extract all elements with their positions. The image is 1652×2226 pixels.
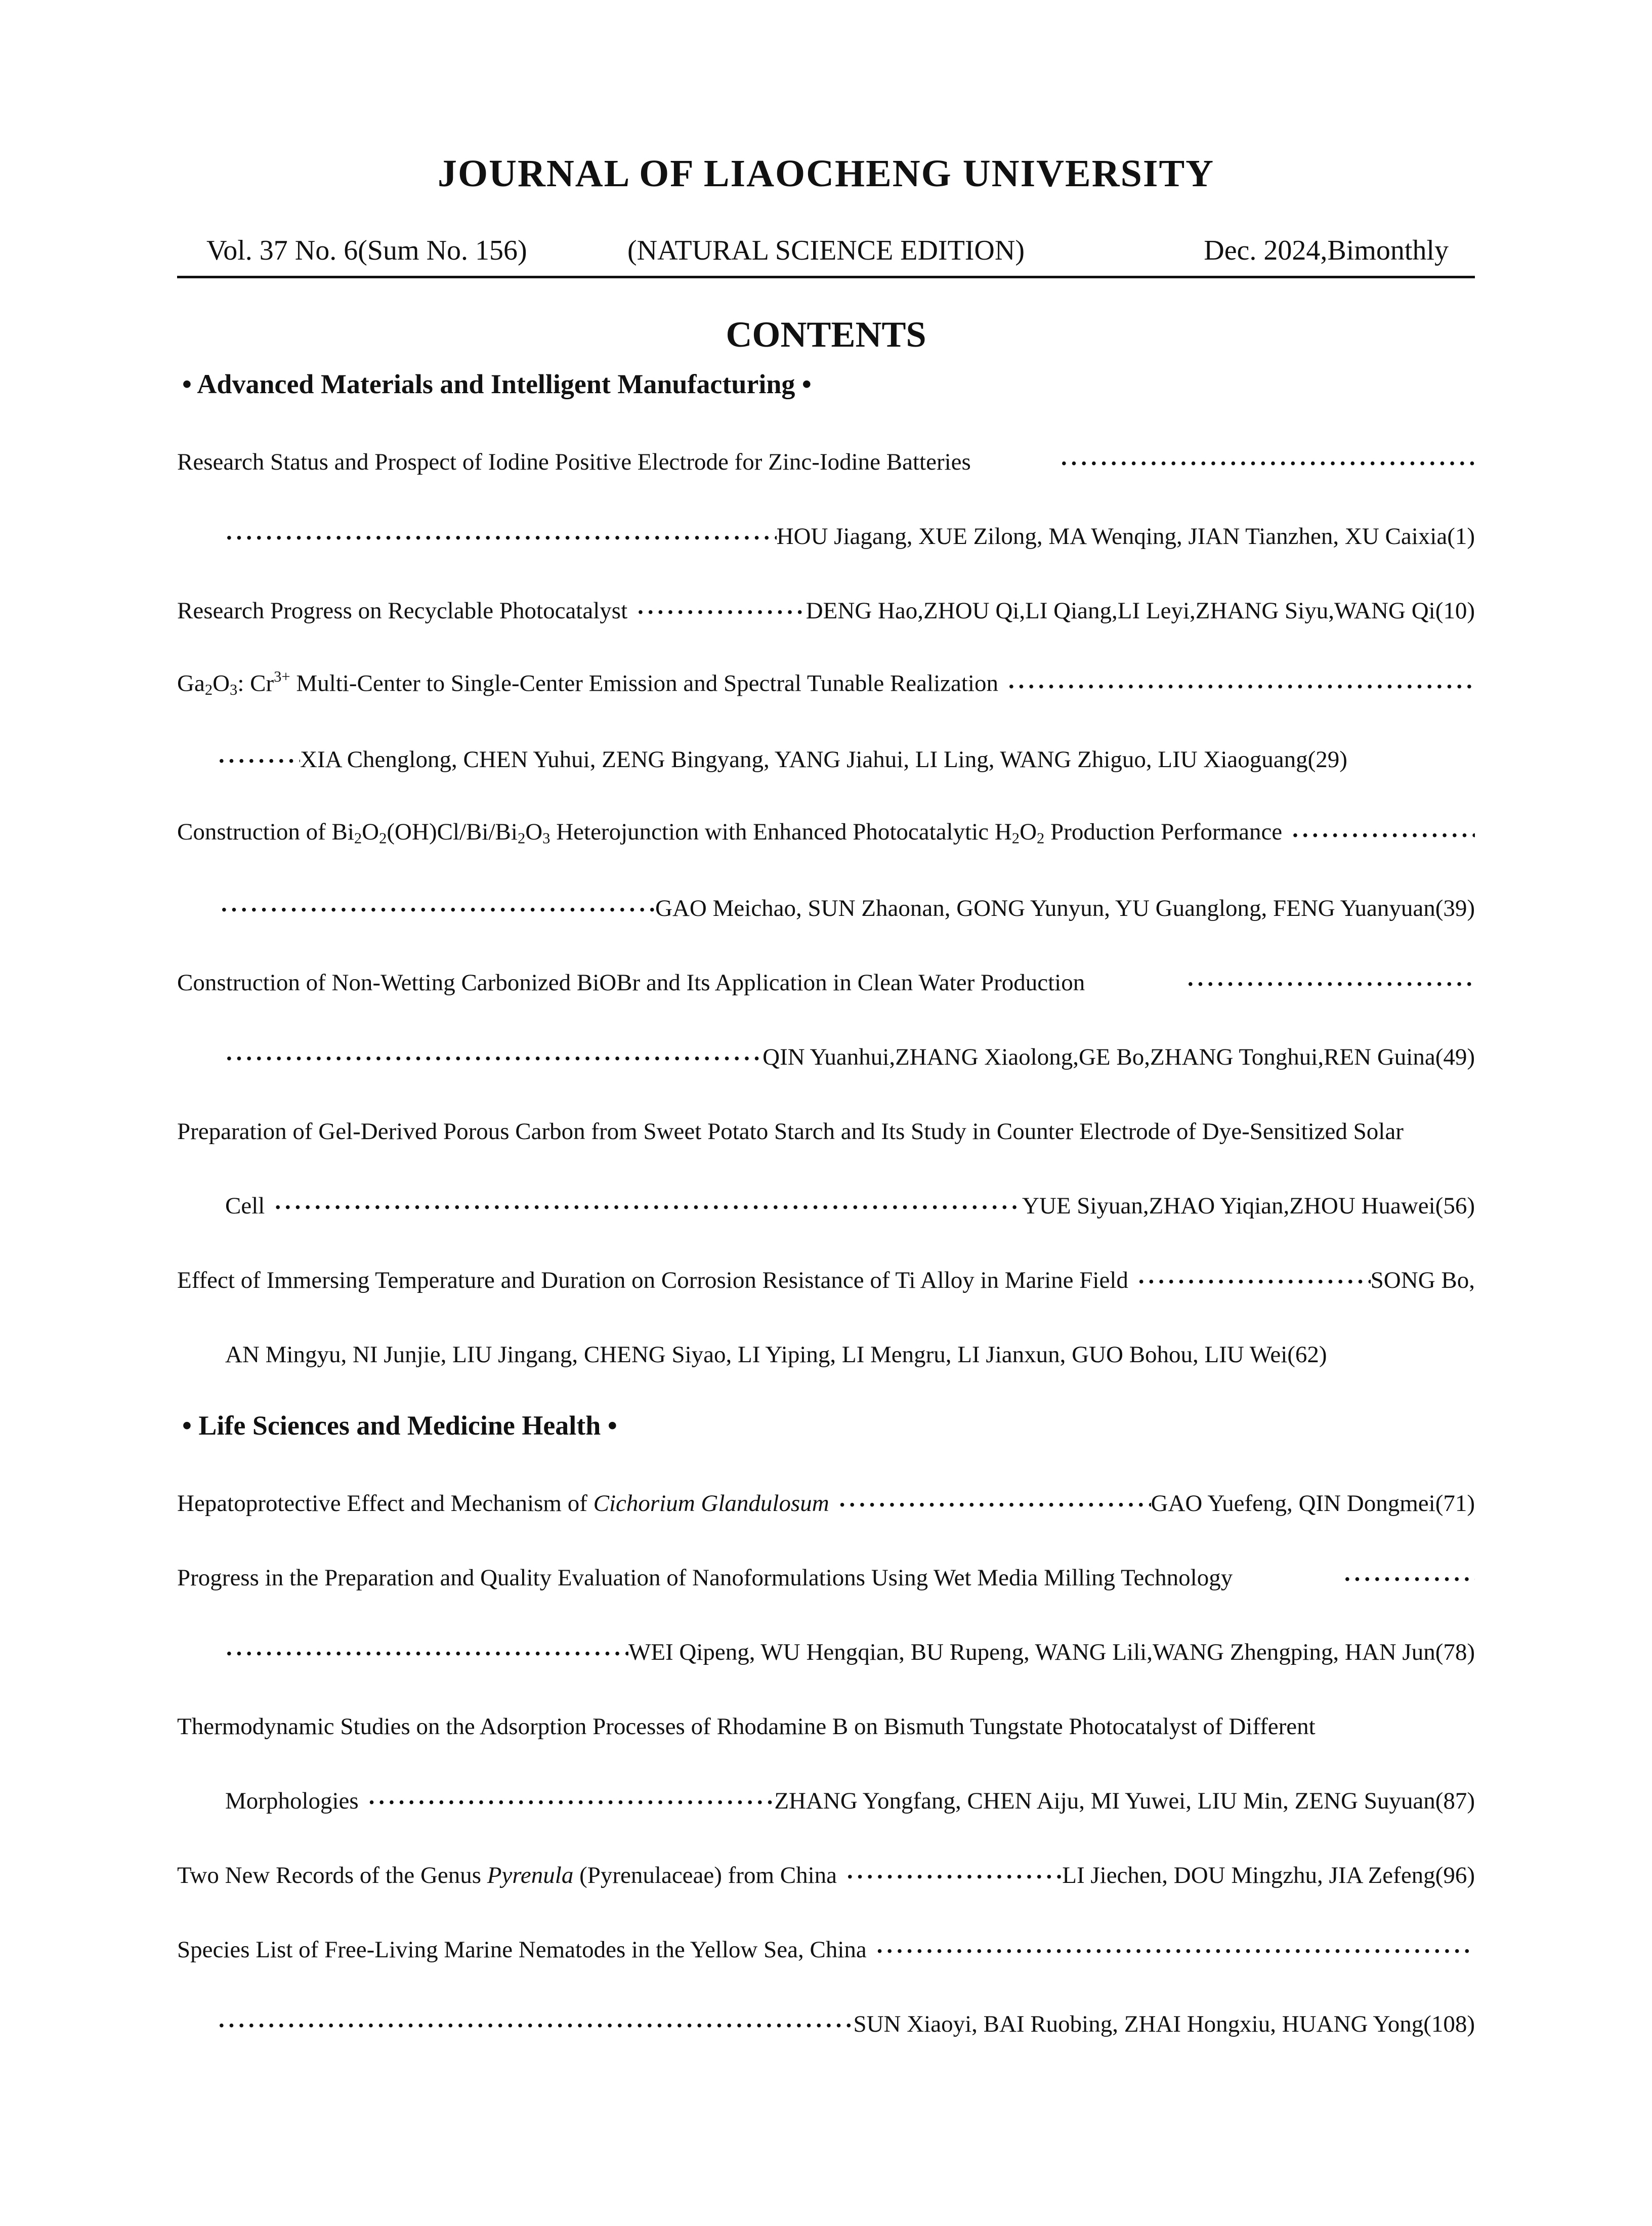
toc-entry-authors: XIA Chenglong, CHEN Yuhui, ZENG Bingyang, YANG Jiahui, LI Ling, WANG Zhiguo, LIU Xiaoguang(29) [300, 746, 1347, 773]
toc-entry-authors-line [177, 1630, 1475, 1666]
toc-entry-title-continued: Cell [225, 1193, 265, 1219]
toc-entry-title: Construction of $Bi_2O_2(OH)Cl/Bi/Bi_2O_3$ Heterojunction with Enhanced Photocatalytic $H_2O_2$ Production Performance [177, 819, 1283, 847]
volume-info: Vol. 37 No. 6(Sum No. 156) [206, 235, 527, 266]
toc-entry-authors: DENG Hao,ZHOU Qi,LI Qiang,LI Leyi,ZHANG Siyu,WANG Qi(10) [806, 598, 1475, 624]
toc-entry-title-line [177, 1705, 1475, 1740]
toc-entry-title: Thermodynamic Studies on the Adsorption Processes of Rhodamine B on Bismuth Tungstate Photocatalyst of Different [177, 1713, 1316, 1740]
leader-dots [998, 675, 1475, 699]
leader-dots [225, 1642, 628, 1666]
toc-entry-title: Species List of Free-Living Marine Nematodes in the Yellow Sea, China [177, 1937, 867, 1963]
toc-entry-line [177, 589, 1475, 624]
toc-entry-line [177, 1482, 1475, 1517]
toc-entry-authors-line [177, 1035, 1475, 1071]
edition-info: (NATURAL SCIENCE EDITION) [627, 235, 1025, 266]
leader-dots [359, 1791, 775, 1815]
toc-entry-title-line [177, 1258, 1475, 1294]
leader-dots [1177, 973, 1475, 996]
toc-entry-title-line [177, 961, 1475, 996]
leader-dots [1128, 1270, 1371, 1294]
toc-entry-title-line [177, 663, 1475, 699]
leader-dots [829, 1493, 1151, 1517]
toc-entry-authors: LI Jiechen, DOU Mingzhu, JIA Zefeng(96) [1062, 1862, 1475, 1888]
toc-entry-authors-line [177, 887, 1475, 922]
toc-entry-authors: GAO Yuefeng, QIN Dongmei(71) [1151, 1490, 1475, 1517]
toc-entry-title-line [177, 1110, 1475, 1145]
date-info: Dec. 2024,Bimonthly [1204, 235, 1449, 266]
section-heading-materials: • Advanced Materials and Intelligent Manufacturing • [182, 369, 812, 399]
toc-entry-title-line [177, 1556, 1475, 1591]
toc-entry-authors: HOU Jiagang, XUE Zilong, MA Wenqing, JIAN Tianzhen, XU Caixia(1) [776, 523, 1475, 550]
toc-entry-authors: YUE Siyuan,ZHAO Yiqian,ZHOU Huawei(56) [1022, 1193, 1475, 1219]
toc-entry-authors: WEI Qipeng, WU Hengqian, BU Rupeng, WANG Lili,WANG Zhengping, HAN Jun(78) [628, 1639, 1475, 1665]
toc-entry-authors: QIN Yuanhui,ZHANG Xiaolong,GE Bo,ZHANG Tonghui,REN Guina(49) [763, 1044, 1475, 1070]
toc-entry-authors-line [177, 738, 1475, 773]
leader-dots [225, 526, 777, 550]
toc-entry-authors: ZHANG Yongfang, CHEN Aiju, MI Yuwei, LIU Min, ZENG Suyuan(87) [774, 1788, 1475, 1814]
toc-entry-title-line [177, 1928, 1475, 1963]
toc-entry-title-line [177, 440, 1475, 476]
toc-entry-authors-line [177, 2002, 1475, 2038]
toc-entry-title: $Ga_2O_3$: $Cr^{3+}$ Multi-Center to Single-Center Emission and Spectral Tunable Realization [177, 668, 998, 698]
toc-entry-authors-line [177, 515, 1475, 550]
leader-dots [1282, 824, 1475, 848]
toc-entry-authors: AN Mingyu, NI Junjie, LIU Jingang, CHENG Siyao, LI Yiping, LI Mengru, LI Jianxun, GUO Bohou, LIU Wei(62) [225, 1341, 1327, 1368]
leader-dots [220, 898, 655, 922]
leader-dots [627, 601, 806, 624]
journal-title: JOURNAL OF LIAOCHENG UNIVERSITY [437, 152, 1215, 195]
toc-entry-title: Progress in the Preparation and Quality Evaluation of Nanoformulations Using Wet Media Milling Technology [177, 1565, 1233, 1591]
contents-title: CONTENTS [726, 314, 926, 355]
leader-dots [225, 1047, 763, 1071]
toc-entry-authors-line [177, 1333, 1475, 1368]
toc-entry-title: Research Status and Prospect of Iodine Positive Electrode for Zinc-Iodine Batteries [177, 449, 971, 475]
toc-entry-title-line [177, 812, 1475, 848]
leader-dots [837, 1865, 1062, 1889]
leader-dots [265, 1196, 1022, 1220]
toc-entry-authors: GAO Meichao, SUN Zhaonan, GONG Yunyun, YU Guanglong, FENG Yuanyuan(39) [655, 895, 1475, 921]
leader-dots [218, 2014, 853, 2038]
leader-dots [1051, 452, 1475, 476]
toc-entry-authors: SONG Bo, [1370, 1267, 1475, 1293]
toc-entry-authors-line [177, 1779, 1475, 1815]
toc-entry-title: Preparation of Gel-Derived Porous Carbon from Sweet Potato Starch and Its Study in Counter Electrode of Dye-Sensitized Solar [177, 1118, 1404, 1145]
leader-dots [867, 1940, 1475, 1963]
toc-entry-title: Two New Records of the Genus Pyrenula (Pyrenulaceae) from China [177, 1862, 837, 1888]
toc-entry-authors-line [177, 1184, 1475, 1220]
toc-entry-title: Research Progress on Recyclable Photocatalyst [177, 598, 628, 624]
toc-entry-title: Construction of Non-Wetting Carbonized BiOBr and Its Application in Clean Water Production [177, 970, 1085, 996]
toc-entry-line [177, 1854, 1475, 1889]
toc-entry-title: Effect of Immersing Temperature and Duration on Corrosion Resistance of Ti Alloy in Marine Field [177, 1267, 1128, 1293]
toc-entry-authors: SUN Xiaoyi, BAI Ruobing, ZHAI Hongxiu, HUANG Yong(108) [853, 2011, 1475, 2037]
toc-entry-title-continued: Morphologies [225, 1788, 359, 1814]
issue-info-line [177, 230, 1475, 278]
leader-dots [1334, 1568, 1475, 1591]
section-heading-life-sciences: • Life Sciences and Medicine Health • [182, 1410, 617, 1441]
leader-dots [218, 749, 300, 773]
toc-entry-title: Hepatoprotective Effect and Mechanism of Cichorium Glandulosum [177, 1490, 829, 1517]
